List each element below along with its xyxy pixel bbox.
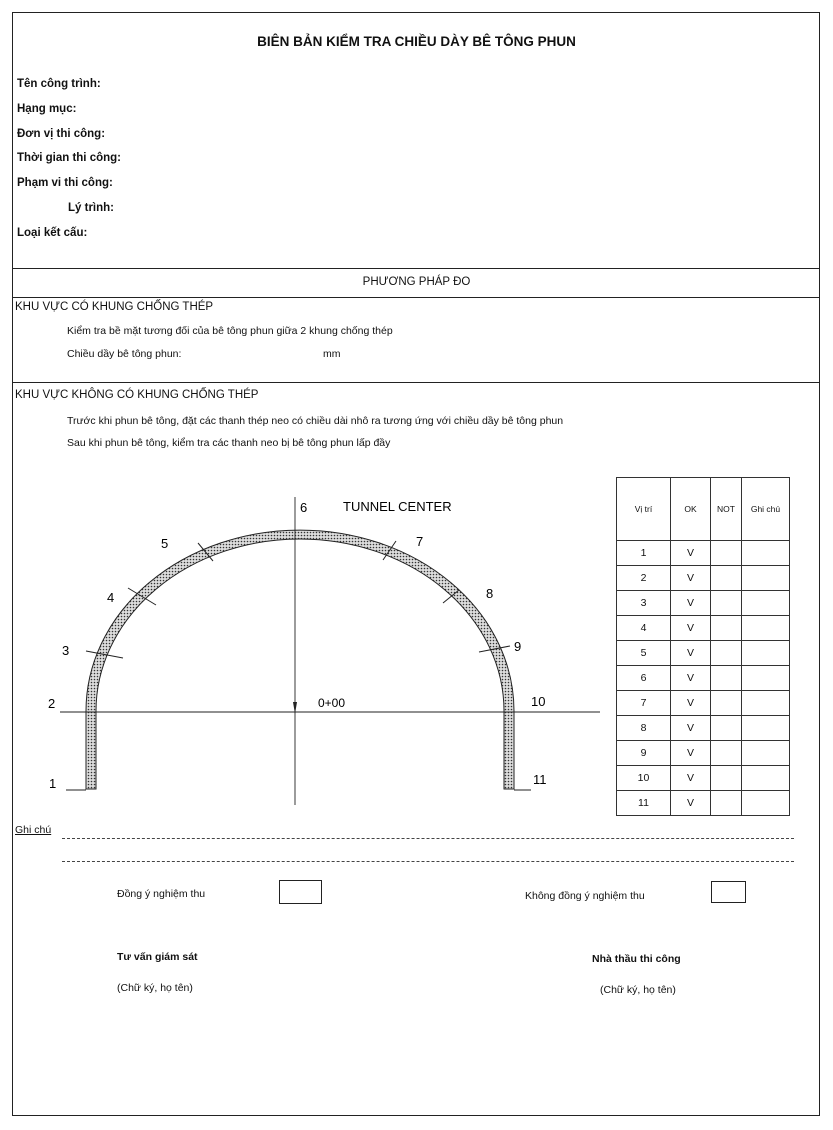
cell-not[interactable]: [711, 566, 742, 591]
cell-note[interactable]: [742, 791, 790, 816]
field-contractor-unit: Đơn vị thi công:: [17, 128, 106, 140]
cell-position: 2: [617, 566, 671, 591]
contractor-title: Nhà thầu thi công: [592, 953, 681, 965]
point-label-1: 1: [49, 776, 57, 791]
table-row: [617, 591, 790, 616]
agree-checkbox[interactable]: [279, 880, 322, 904]
disagree-checkbox[interactable]: [711, 881, 746, 903]
supervisor-signature-hint: (Chữ ký, họ tên): [117, 982, 193, 994]
cell-not[interactable]: [711, 741, 742, 766]
table-row: [617, 616, 790, 641]
col-header-note: Ghi chú: [742, 478, 790, 541]
cell-note[interactable]: [742, 741, 790, 766]
cell-not[interactable]: [711, 666, 742, 691]
section2-title: KHU VỰC KHÔNG CÓ KHUNG CHỐNG THÉP: [15, 389, 259, 401]
col-header-position: Vị trí: [617, 478, 671, 541]
table-row: [617, 741, 790, 766]
point-label-8: 8: [486, 586, 494, 601]
section1-title: KHU VỰC CÓ KHUNG CHỐNG THÉP: [15, 301, 214, 313]
cell-position: 9: [617, 741, 671, 766]
cell-ok: V: [671, 791, 711, 816]
field-project-name: Tên công trình:: [17, 78, 101, 90]
section1-thickness-label: Chiều dầy bê tông phun:: [67, 348, 182, 360]
table-row: [617, 691, 790, 716]
cell-position: 11: [617, 791, 671, 816]
divider: [12, 382, 820, 383]
station-label: 0+00: [318, 696, 346, 710]
cell-position: 8: [617, 716, 671, 741]
table-row: [617, 766, 790, 791]
table-row: [617, 566, 790, 591]
method-header: PHƯƠNG PHÁP ĐO: [362, 276, 471, 288]
table-row: [617, 541, 790, 566]
field-construction-scope: Phạm vi thi công:: [17, 177, 113, 189]
notes-line-2: [62, 861, 794, 862]
cell-ok: V: [671, 741, 711, 766]
divider: [12, 297, 820, 298]
cell-not[interactable]: [711, 766, 742, 791]
cell-ok: V: [671, 616, 711, 641]
point-label-6: 6: [300, 500, 308, 515]
cell-note[interactable]: [742, 591, 790, 616]
cell-note[interactable]: [742, 691, 790, 716]
cell-ok: V: [671, 566, 711, 591]
cell-ok: V: [671, 691, 711, 716]
table-row: [617, 666, 790, 691]
section2-text-2: Sau khi phun bê tông, kiểm tra các thanh neo bị bê tông phun lấp đầy: [67, 437, 391, 449]
cell-ok: V: [671, 666, 711, 691]
cell-position: 3: [617, 591, 671, 616]
field-category: Hạng mục:: [17, 103, 77, 115]
disagree-label: Không đồng ý nghiệm thu: [525, 890, 645, 902]
cell-not[interactable]: [711, 716, 742, 741]
cell-not[interactable]: [711, 791, 742, 816]
cell-not[interactable]: [711, 691, 742, 716]
cell-ok: V: [671, 541, 711, 566]
section1-unit: mm: [323, 348, 341, 360]
tunnel-lining: [86, 530, 514, 789]
form-title: BIÊN BẢN KIỂM TRA CHIỀU DÀY BÊ TÔNG PHUN: [257, 34, 576, 49]
cell-note[interactable]: [742, 666, 790, 691]
supervisor-title: Tư vấn giám sát: [117, 951, 198, 963]
point-label-7: 7: [416, 534, 424, 549]
field-chainage: Lý trình:: [68, 202, 114, 214]
point-label-9: 9: [514, 639, 522, 654]
section1-text: Kiểm tra bề mặt tương đối của bê tông phun giữa 2 khung chống thép: [67, 325, 393, 337]
point-label-5: 5: [161, 536, 169, 551]
table-row: [617, 791, 790, 816]
cell-note[interactable]: [742, 541, 790, 566]
cell-ok: V: [671, 641, 711, 666]
cell-position: 6: [617, 666, 671, 691]
field-construction-time: Thời gian thi công:: [17, 152, 121, 164]
notes-label: Ghi chú: [15, 824, 52, 836]
field-structure-type: Loại kết cấu:: [17, 227, 88, 239]
tunnel-diagram: [0, 480, 600, 820]
cell-note[interactable]: [742, 616, 790, 641]
cell-position: 7: [617, 691, 671, 716]
section2-text-1: Trước khi phun bê tông, đặt các thanh thép neo có chiều dài nhô ra tương ứng với chiều dầy bê tông phun: [67, 415, 564, 427]
cell-position: 5: [617, 641, 671, 666]
point-label-10: 10: [531, 694, 546, 709]
cell-position: 1: [617, 541, 671, 566]
table-row: [617, 641, 790, 666]
point-label-11: 11: [533, 772, 547, 787]
point-label-3: 3: [62, 643, 70, 658]
tunnel-center-label: TUNNEL CENTER: [343, 499, 452, 514]
cell-ok: V: [671, 766, 711, 791]
cell-not[interactable]: [711, 616, 742, 641]
cell-not[interactable]: [711, 591, 742, 616]
cell-ok: V: [671, 716, 711, 741]
agree-label: Đồng ý nghiệm thu: [117, 888, 206, 900]
contractor-signature-hint: (Chữ ký, họ tên): [600, 984, 676, 996]
cell-not[interactable]: [711, 541, 742, 566]
notes-line-1: [62, 838, 794, 839]
point-label-4: 4: [107, 590, 115, 605]
col-header-ok: OK: [671, 478, 711, 541]
point-label-2: 2: [48, 696, 56, 711]
divider: [12, 268, 820, 269]
checklist-table: [616, 477, 790, 816]
cell-note[interactable]: [742, 641, 790, 666]
cell-position: 10: [617, 766, 671, 791]
col-header-not: NOT: [711, 478, 742, 541]
cell-ok: V: [671, 591, 711, 616]
cell-note[interactable]: [742, 566, 790, 591]
cell-position: 4: [617, 616, 671, 641]
table-row: [617, 716, 790, 741]
cell-not[interactable]: [711, 641, 742, 666]
cell-note[interactable]: [742, 716, 790, 741]
cell-note[interactable]: [742, 766, 790, 791]
